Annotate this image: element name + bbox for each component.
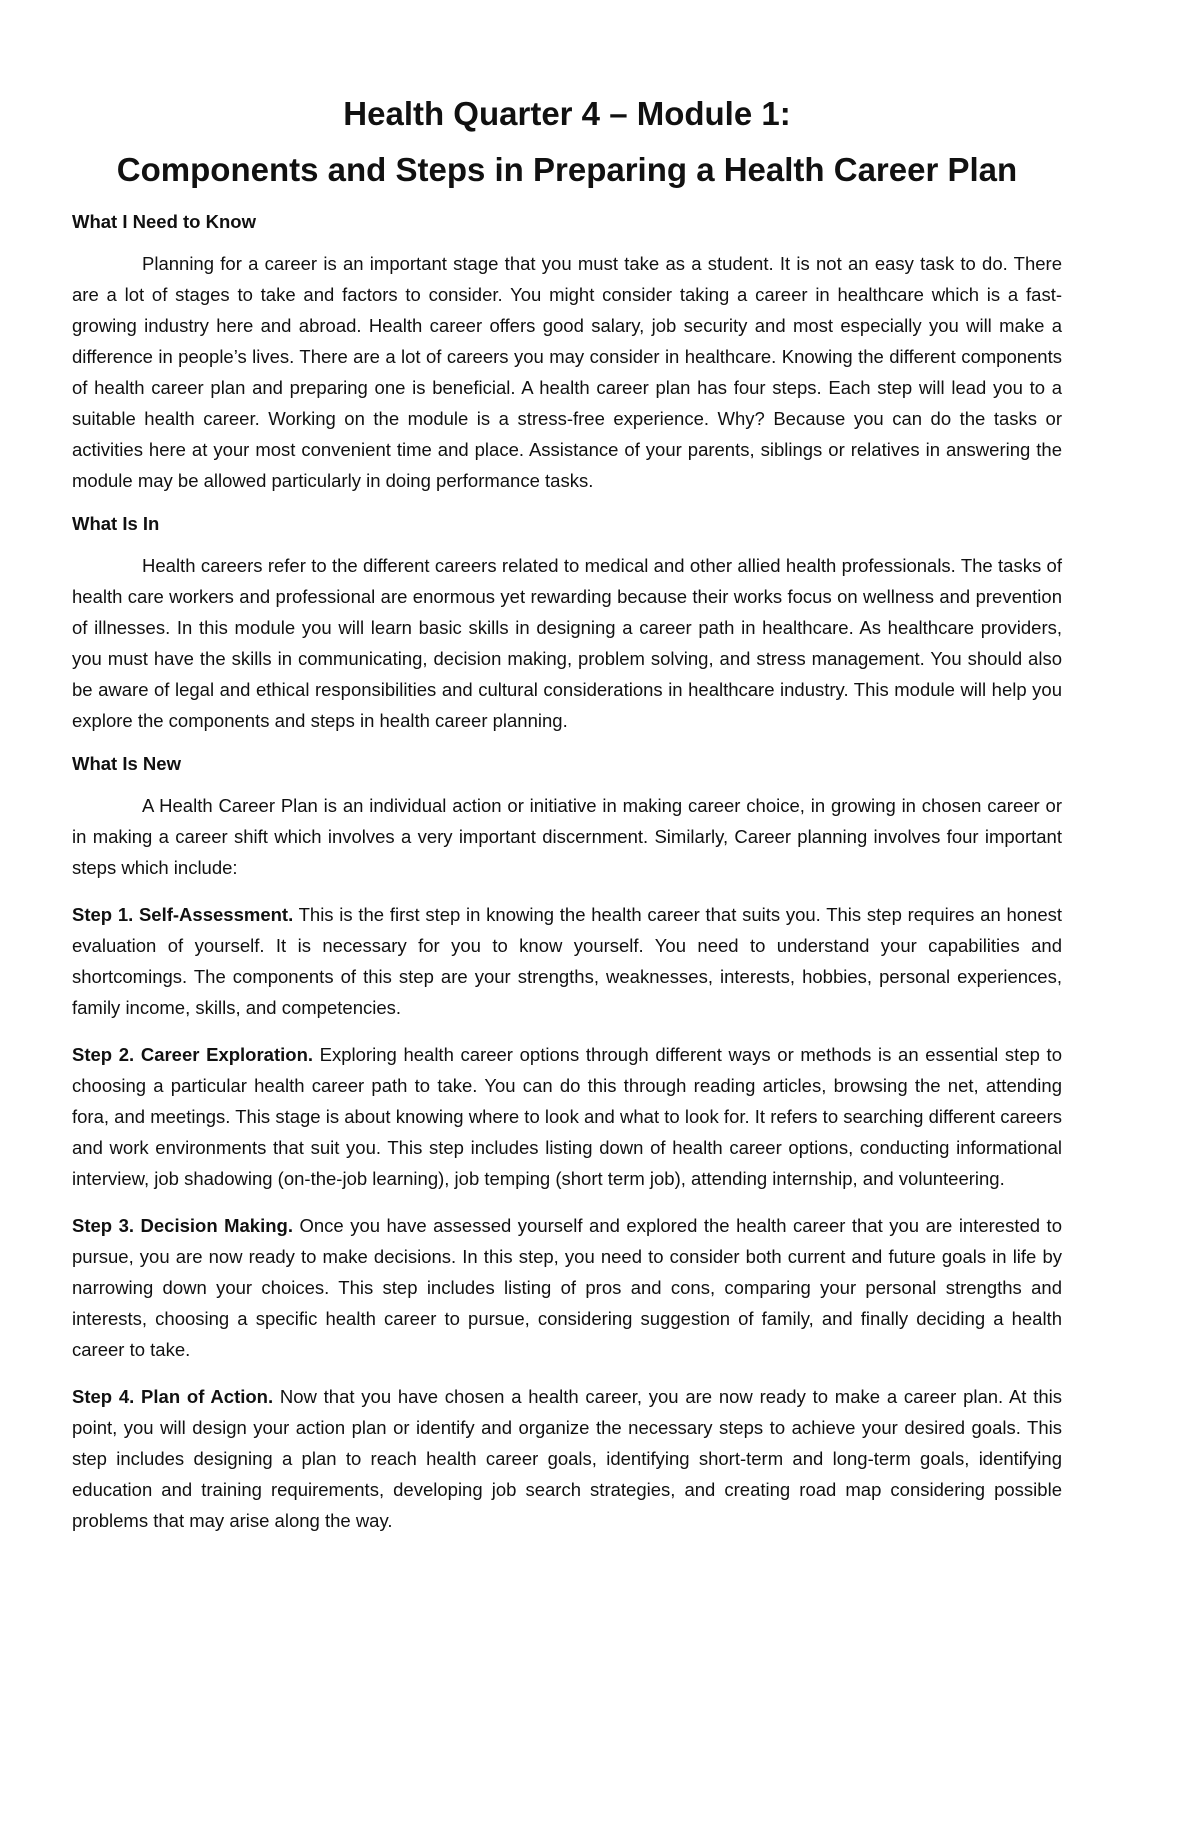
- step-2-text: Exploring health career options through different ways or methods is an essential step to choosing a particular health career path to take. You can do this through reading articles, browsing the net, attending fora, and meetings. This stage is about knowing where to look and what to look for. It refers to searching different careers and work environments that suit you. This step includes listing down of health career options, conducting informational interview, job shadowing (on-the-job learning), job temping (short term job), attending internship, and volunteering.: [72, 1044, 1062, 1189]
- step-2-paragraph: [72, 1039, 1062, 1194]
- step-4-label: Step 4. Plan of Action.: [72, 1386, 274, 1407]
- section-heading-what-is-new: What Is New: [72, 753, 181, 774]
- section-body-what-is-new: A Health Career Plan is an individual action or initiative in making career choice, in growing in chosen career or in making a career shift which involves a very important discernment. Similarly, Career planning involves four important steps which include:: [72, 795, 1062, 878]
- step-3-label: Step 3. Decision Making.: [72, 1215, 293, 1236]
- module-subtitle: Components and Steps in Preparing a Health Career Plan: [116, 151, 1018, 188]
- step-1-text: This is the first step in knowing the health career that suits you. This step requires an honest evaluation of yourself. It is necessary for you to know yourself. You need to understand your capabilities and shortcomings. The components of this step are your strengths, weaknesses, interests, hobbies, personal experiences, family income, skills, and competencies.: [72, 904, 1062, 1018]
- section-heading-what-i-need-to-know: What I Need to Know: [72, 211, 256, 232]
- step-3-text: Once you have assessed yourself and explored the health career that you are interested to pursue, you are now ready to make decisions. In this step, you need to consider both current and future goals in life by narrowing down your choices. This step includes listing of pros and cons, comparing your personal strengths and interests, choosing a specific health career to pursue, considering suggestion of family, and finally deciding a health career to take.: [72, 1215, 1062, 1360]
- step-4-text: Now that you have chosen a health career, you are now ready to make a career plan. At this point, you will design your action plan or identify and organize the necessary steps to achieve your desired goals. This step includes designing a plan to reach health career goals, identifying short-term and long-term goals, identifying education and training requirements, developing job search strategies, and creating road map considering possible problems that may arise along the way.: [72, 1386, 1062, 1531]
- section-heading-what-is-in: What Is In: [72, 513, 160, 534]
- step-2-label: Step 2. Career Exploration.: [72, 1044, 314, 1065]
- section-body-what-is-in: Health careers refer to the different careers related to medical and other allied health professionals. The tasks of health care workers and professional are enormous yet rewarding because their works focus on wellness and prevention of illnesses. In this module you will learn basic skills in designing a career path in healthcare. As healthcare providers, you must have the skills in communicating, decision making, problem solving, and stress management. You should also be aware of legal and ethical responsibilities and cultural considerations in healthcare industry. This module will help you explore the components and steps in health career planning.: [72, 555, 1062, 731]
- step-3-paragraph: [72, 1210, 1062, 1365]
- document-content: [72, 92, 1062, 1552]
- module-title: Health Quarter 4 – Module 1:: [343, 95, 791, 132]
- step-1-label: Step 1. Self-Assessment.: [72, 904, 294, 925]
- step-4-paragraph: [72, 1381, 1062, 1536]
- step-1-paragraph: [72, 899, 1062, 1023]
- section-body-what-i-need-to-know: Planning for a career is an important stage that you must take as a student. It is not an easy task to do. There are a lot of stages to take and factors to consider. You might consider taking a career in healthcare which is a fast-growing industry here and abroad. Health career offers good salary, job security and most especially you will make a difference in people’s lives. There are a lot of careers you may consider in healthcare. Knowing the different components of health career plan and preparing one is beneficial. A health career plan has four steps. Each step will lead you to a suitable health career. Working on the module is a stress-free experience. Why? Because you can do the tasks or activities here at your most convenient time and place. Assistance of your parents, siblings or relatives in answering the module may be allowed particularly in doing performance tasks.: [72, 253, 1062, 491]
